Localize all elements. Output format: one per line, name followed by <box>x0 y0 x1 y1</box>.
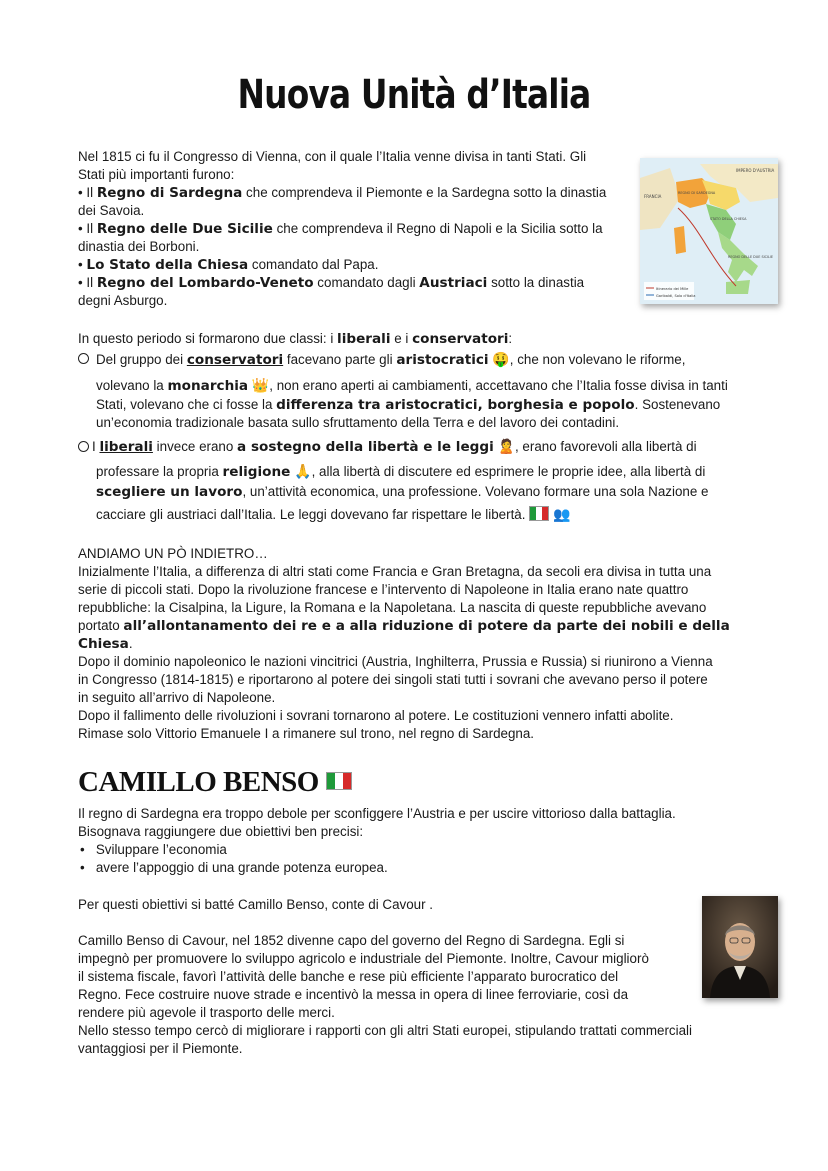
praying-hands-icon: 🙏 <box>294 463 312 479</box>
indietro-line-6: Dopo il dominio napoleonico le nazioni vincitrici (Austria, Inghilterra, Prussia e Russia) si riunirono a Vienna <box>78 654 713 669</box>
state-item-lombardo-veneto-cont: degni Asburgo. <box>78 293 168 308</box>
people-icon: 👥 <box>552 506 571 522</box>
cavour-bio-6: Nello stesso tempo cercò di migliorare i rapporti con gli altri Stati europei, stipulando trattati commerciali <box>78 1023 693 1038</box>
indietro-line-10: Rimase solo Vittorio Emanuele I a rimanere sul trono, nel regno di Sardegna. <box>78 726 535 741</box>
cavour-p1: Il regno di Sardegna era troppo debole per sconfiggere l’Austria e per uscire vittorioso dalla battaglia. <box>78 806 676 821</box>
state-item-lombardo-veneto: • Il Regno del Lombardo-Veneto comandato dagli Austriaci sotto la dinastia <box>78 275 585 291</box>
indietro-line-5: Chiesa. <box>78 636 133 652</box>
italian-flag-icon <box>326 772 352 790</box>
circle-bullet-icon <box>78 353 89 364</box>
indietro-line-9: Dopo il fallimento delle rivoluzioni i sovrani tornarono al potere. Le costituzioni vennero infatti abolite. <box>78 708 674 723</box>
woman-icon: 🙎 <box>497 438 515 454</box>
classes-intro: In questo periodo si formarono due classi: i liberali e i conservatori: <box>78 331 513 347</box>
conservatori-line-4: un’economia tradizionale basata sullo sfruttamento della Terra e del lavoro dei contadini. <box>96 415 620 430</box>
crown-icon: 👑 <box>251 377 270 393</box>
money-face-icon: 🤑 <box>492 351 510 367</box>
goal-item: • avere l’appoggio di una grande potenza europea. <box>80 860 388 875</box>
map-label-due-sicilie: REGNO DELLE DUE SICILIE <box>728 255 774 259</box>
cavour-bio-2: impegnò per promuovere lo sviluppo agricolo e industriale del Piemonte. Inoltre, Cavour migliorò <box>78 951 649 966</box>
map-label-chiesa: STATO DELLA CHIESA <box>710 217 747 221</box>
cavour-p3: Per questi obiettivi si batté Camillo Benso, conte di Cavour . <box>78 897 434 912</box>
indietro-heading: ANDIAMO UN PÒ INDIETRO… <box>78 546 268 561</box>
state-item-sardegna-cont: dei Savoia. <box>78 203 145 218</box>
indietro-line-3: repubbliche: la Cisalpina, la Ligure, la Romana e la Napoletana. La nascita di queste repubbliche avevano <box>78 600 707 615</box>
liberali-line-1: I liberali invece erano a sostegno della libertà e le leggi 🙎, erano favorevoli alla libertà di <box>92 438 697 455</box>
map-legend-1: Itinerario dei Mille <box>656 287 689 291</box>
map-label-francia: FRANCIA <box>644 194 662 199</box>
indietro-line-4: portato all’allontanamento dei re e a alla riduzione di potere da parte dei nobili e della <box>78 618 730 634</box>
portrait-svg <box>702 896 778 998</box>
circle-bullet-icon <box>78 441 89 452</box>
liberali-line-3: scegliere un lavoro, un’attività economica, una professione. Volevano formare una sola Nazione e <box>96 484 709 500</box>
state-item-sardegna: • Il Regno di Sardegna che comprendeva il Piemonte e la Sardegna sotto la dinastia <box>78 185 607 201</box>
conservatori-line-3: Stati, volevano che ci fosse la differenza tra aristocratici, borghesia e popolo. Sostenevano <box>96 397 721 413</box>
conservatori-line-1: Del gruppo dei conservatori facevano parte gli aristocratici 🤑, che non volevano le riforme, <box>96 351 686 368</box>
italy-map-svg <box>640 158 778 304</box>
state-item-due-sicilie: • Il Regno delle Due Sicilie che comprendeva il Regno di Napoli e la Sicilia sotto la <box>78 221 603 237</box>
cavour-p2: Bisognava raggiungere due obiettivi ben precisi: <box>78 824 364 839</box>
page-title: Nuova Unità d’Italia <box>237 72 591 118</box>
section-title-cavour: CAMILLO BENSO <box>78 766 352 799</box>
indietro-line-2: serie di piccoli stati. Dopo la rivoluzione francese e l’intervento di Napoleone in Italia erano nate quattro <box>78 582 689 597</box>
intro-line-1: Nel 1815 ci fu il Congresso di Vienna, con il quale l’Italia venne divisa in tanti Stati. Gli <box>78 149 587 164</box>
indietro-line-1: Inizialmente l’Italia, a differenza di altri stati come Francia e Gran Bretagna, da secoli era divisa in tutta una <box>78 564 712 579</box>
state-item-chiesa: • Lo Stato della Chiesa comandato dal Papa. <box>78 257 379 273</box>
map-legend-2: Garibaldi, Solo d'Italia <box>656 294 696 298</box>
goal-item: • Sviluppare l’economia <box>80 842 227 857</box>
italian-flag-icon <box>529 506 549 521</box>
liberali-line-4: cacciare gli austriaci dall’Italia. Le leggi dovevano far rispettare le libertà. 👥 <box>96 506 571 522</box>
conservatori-line-2: volevano la monarchia 👑, non erano aperti ai cambiamenti, accettavano che l’Italia fosse divisa in tanti <box>96 377 728 394</box>
intro-line-2: Stati più importanti furono: <box>78 167 235 182</box>
cavour-bio-5: rendere più agevole il trasporto delle merci. <box>78 1005 335 1020</box>
cavour-portrait-image <box>702 896 778 998</box>
map-label-sardegna: REGNO DI SARDEGNA <box>678 191 716 195</box>
italy-map-image <box>640 158 778 304</box>
cavour-bio-3: il sistema fiscale, favorì l’attività delle banche e rese più efficiente l’apparato burocratico del <box>78 969 619 984</box>
map-label-austria: IMPERO D'AUSTRIA <box>736 168 775 173</box>
liberali-line-2: professare la propria religione 🙏, alla libertà di discutere ed esprimere le proprie idee, alla libertà di <box>96 463 706 480</box>
cavour-bio-4: Regno. Fece costruire nuove strade e incentivò la messa in opera di linee ferroviarie, così da <box>78 987 629 1002</box>
cavour-bio-7: vantaggiosi per il Piemonte. <box>78 1041 243 1056</box>
indietro-line-7: in Congresso (1814-1815) e riportarono al potere dei singoli stati tutti i sovrani che avevano perso il potere <box>78 672 708 687</box>
indietro-line-8: in seguito all’arrivo di Napoleone. <box>78 690 276 705</box>
cavour-bio-1: Camillo Benso di Cavour, nel 1852 divenne capo del governo del Regno di Sardegna. Egli si <box>78 933 625 948</box>
state-item-due-sicilie-cont: dinastia dei Borboni. <box>78 239 200 254</box>
